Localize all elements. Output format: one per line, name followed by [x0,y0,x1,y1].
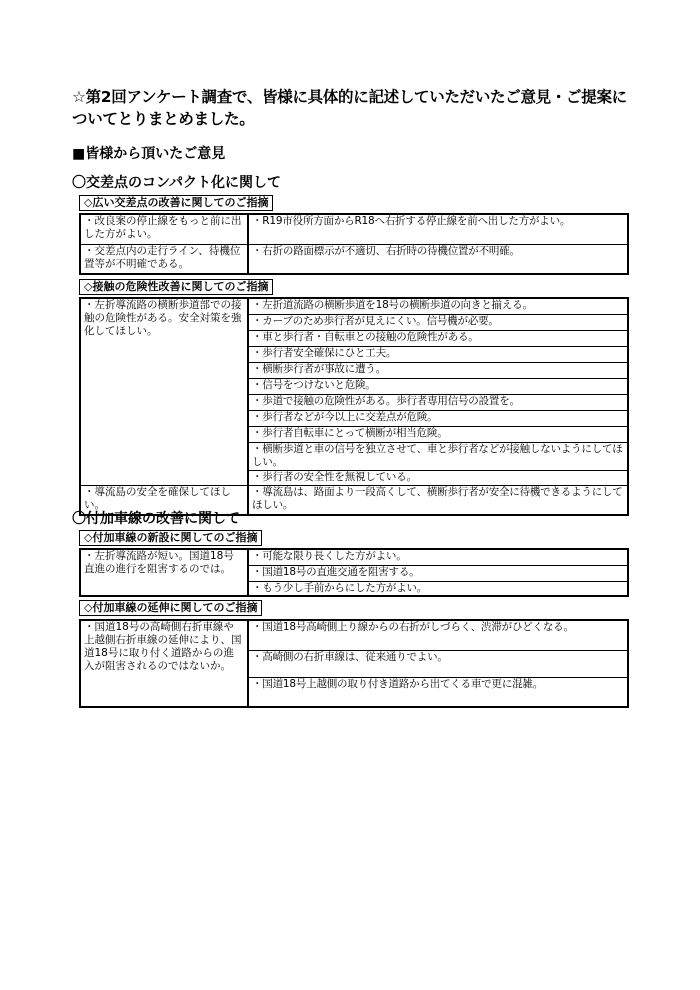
table-row [80,214,628,244]
table-lane-extension [79,619,629,708]
comment-cell: ・歩行者などが今以上に交差点が危険。 [248,410,628,426]
comment-cell: ・国道18号の直進交通を阻害する。 [248,565,628,581]
comment-cell: ・右折の路面標示が不適切、右折時の待機位置が不明確。 [248,244,628,274]
comment-cell: ・横断歩道と車の信号を独立させて、車と歩行者などが接触しないようにしてほしい。 [248,442,628,470]
comment-cell: ・R19市役所方面からR18へ右折する停止線を前へ出した方がよい。 [248,214,628,244]
subsection-title-wide-intersection: ◇広い交差点の改善に関してのご指摘 [79,195,273,211]
opinion-cell: ・国道18号の高崎側右折車線や上越側右折車線の延伸により、国道18号に取り付く道路からの進入が阻害されるのではないか。 [80,620,248,707]
opinion-cell: ・交差点内の走行ライン、待機位置等が不明確である。 [80,244,248,274]
intro-text: ☆第2回アンケート調査で、皆様に具体的に記述していただいたご意見・ご提案についてとりまとめました。 [72,88,627,128]
main-heading: ■皆様から頂いたご意見 [72,146,226,162]
opinion-cell: ・導流島の安全を確保してほしい。 [80,485,248,515]
table-row [80,244,628,274]
comment-cell: ・高崎側の右折車線は、従来通りでよい。 [248,650,628,677]
comment-cell: ・導流島は、路面より一段高くして、横断歩行者が安全に待機できるようにしてほしい。 [248,485,628,515]
comment-cell: ・可能な限り長くした方がよい。 [248,549,628,565]
section-heading-additional-lane: 〇付加車線の改善に関して [72,511,240,527]
table-row [80,549,628,565]
opinion-cell: ・左折導流路の横断歩道部での接触の危険性がある。安全対策を強化してほしい。 [80,298,248,485]
table-contact-danger [79,297,629,516]
comment-cell: ・歩行者自転車にとって横断が相当危険。 [248,426,628,442]
table-wide-intersection [79,213,629,275]
table-row [80,620,628,650]
comment-cell: ・歩行者安全確保にひと工夫。 [248,346,628,362]
comment-cell: ・左折道流路の横断歩道を18号の横断歩道の向きと揃える。 [248,298,628,314]
opinion-cell: ・左折導流路が短い。国道18号直進の進行を阻害するのでは。 [80,549,248,596]
subsection-title-new-lane: ◇付加車線の新設に関してのご指摘 [79,530,262,546]
subsection-title-lane-extension: ◇付加車線の延伸に関してのご指摘 [79,600,262,616]
comment-cell: ・歩行者の安全性を無視している。 [248,470,628,485]
comment-cell: ・カーブのため歩行者が見えにくい。信号機が必要。 [248,314,628,330]
table-row [80,298,628,314]
comment-cell: ・国道18号上越側の取り付き道路から出てくる車で更に混雑。 [248,677,628,707]
comment-cell: ・もう少し手前からにした方がよい。 [248,581,628,596]
table-new-lane [79,548,629,597]
comment-cell: ・信号をつけないと危険。 [248,378,628,394]
comment-cell: ・車と歩行者・自転車との接触の危険性がある。 [248,330,628,346]
subsection-title-contact-danger: ◇接触の危険性改善に関してのご指摘 [79,279,273,295]
comment-cell: ・歩道で接触の危険性がある。歩行者専用信号の設置を。 [248,394,628,410]
section-heading-intersection: 〇交差点のコンパクト化に関して [72,175,282,191]
comment-cell: ・横断歩行者が事故に遭う。 [248,362,628,378]
comment-cell: ・国道18号高崎側上り線からの右折がしづらく、渋滞がひどくなる。 [248,620,628,650]
opinion-cell: ・改良案の停止線をもっと前に出した方がよい。 [80,214,248,244]
